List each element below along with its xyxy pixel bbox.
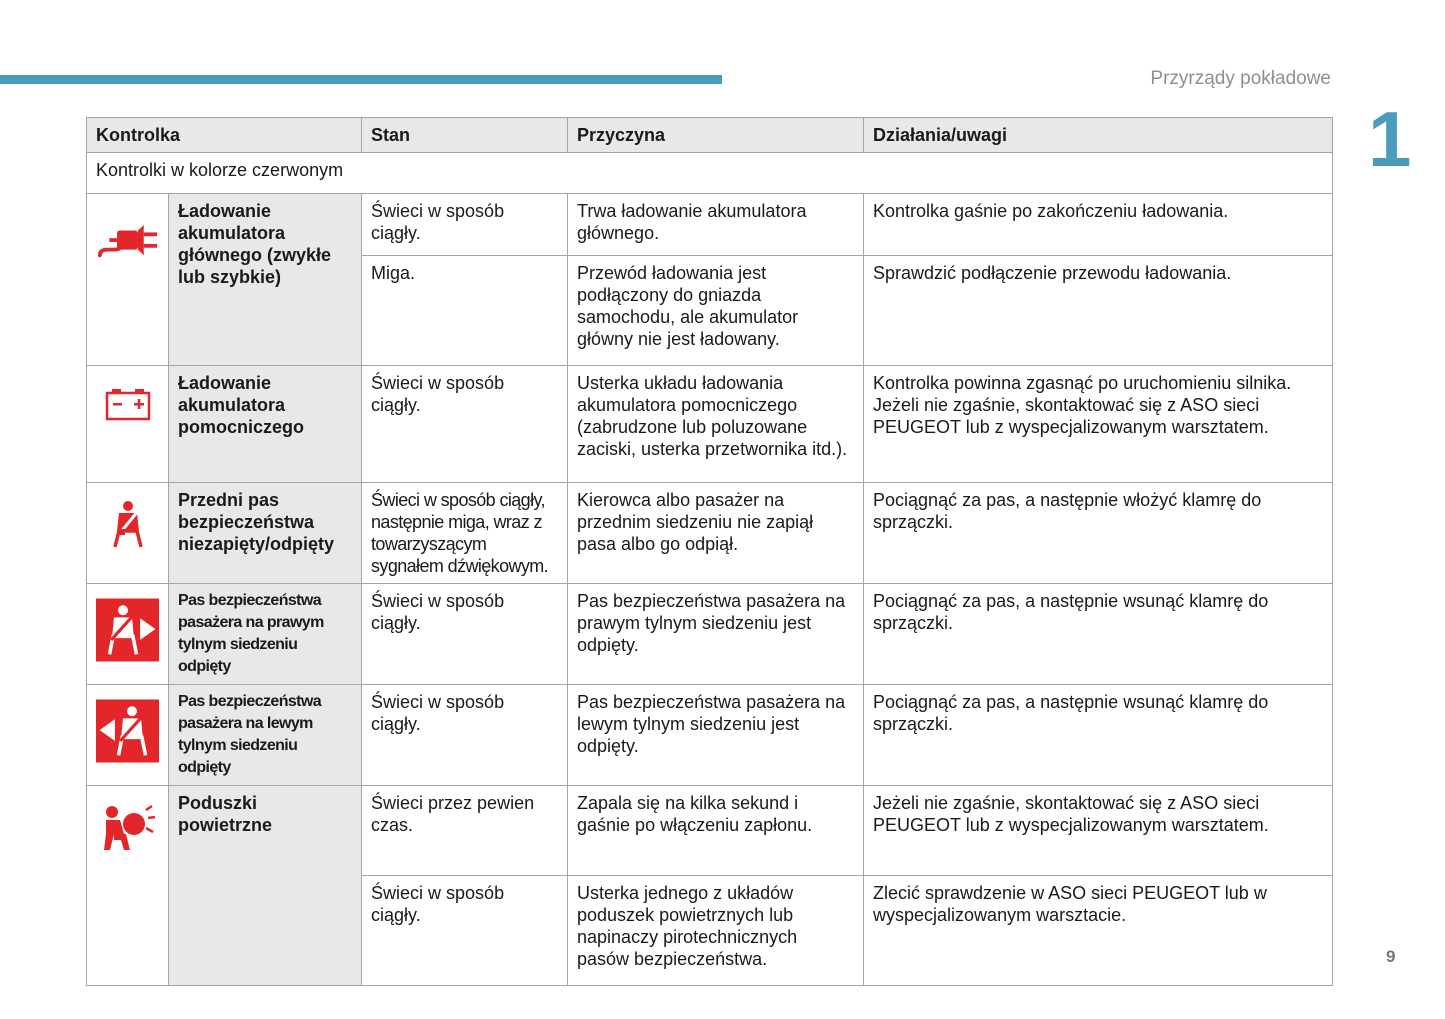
- warning-lights-table: [86, 117, 1333, 986]
- action-cell: Pociągnąć za pas, a następnie wsunąć klamrę do sprzączki.: [864, 685, 1333, 786]
- cause-cell: Usterka jednego z układów poduszek powietrznych lub napinaczy pirotechnicznych pasów bezpieczeństwa.: [568, 876, 864, 986]
- table-row: [87, 366, 1333, 483]
- state-cell: Świeci w sposób ciągły.: [362, 876, 568, 986]
- airbag-icon: [100, 804, 156, 856]
- action-cell: Zlecić sprawdzenie w ASO sieci PEUGEOT lub w wyspecjalizowanym warsztacie.: [864, 876, 1333, 986]
- light-name: Poduszki powietrzne: [169, 786, 362, 986]
- icon-cell: [87, 366, 169, 483]
- action-cell: Kontrolka powinna zgasnąć po uruchomieniu silnika. Jeżeli nie zgaśnie, skontaktować się z ASO sieci PEUGEOT lub z wyspecjalizowanym warsztatem.: [864, 366, 1333, 483]
- seatbelt-icon: [106, 499, 150, 549]
- icon-cell: [87, 786, 169, 986]
- table-row: [87, 194, 1333, 256]
- action-cell: Pociągnąć za pas, a następnie wsunąć klamrę do sprzączki.: [864, 584, 1333, 685]
- state-cell: Świeci w sposób ciągły.: [362, 366, 568, 483]
- rear-left-seatbelt-icon: [96, 696, 159, 766]
- col-header-stan: Stan: [362, 118, 568, 153]
- section-title: Przyrządy pokładowe: [1150, 68, 1331, 89]
- table-row: [87, 584, 1333, 685]
- state-cell: Świeci przez pewien czas.: [362, 786, 568, 876]
- header-accent-bar: [0, 75, 722, 84]
- table-row: [87, 483, 1333, 584]
- icon-cell: [87, 685, 169, 786]
- action-cell: Pociągnąć za pas, a następnie włożyć klamrę do sprzączki.: [864, 483, 1333, 584]
- state-cell: Miga.: [362, 256, 568, 366]
- col-header-dzialania: Działania/uwagi: [864, 118, 1333, 153]
- cause-cell: Pas bezpieczeństwa pasażera na prawym tylnym siedzeniu jest odpięty.: [568, 584, 864, 685]
- state-cell: Świeci w sposób ciągły.: [362, 584, 568, 685]
- light-name: Pas bezpieczeństwa pasażera na prawym tylnym siedzeniu odpięty: [169, 584, 362, 685]
- light-name: Pas bezpieczeństwa pasażera na lewym tylnym siedzeniu odpięty: [169, 685, 362, 786]
- light-name: Przedni pas bezpieczeństwa niezapięty/odpięty: [169, 483, 362, 584]
- plug-charging-icon: [96, 222, 159, 262]
- icon-cell: [87, 584, 169, 685]
- rear-right-seatbelt-icon: [96, 595, 159, 665]
- cause-cell: Zapala się na kilka sekund i gaśnie po włączeniu zapłonu.: [568, 786, 864, 876]
- action-cell: Kontrolka gaśnie po zakończeniu ładowania.: [864, 194, 1333, 256]
- light-name: Ładowanie akumulatora głównego (zwykłe lub szybkie): [169, 194, 362, 366]
- col-header-kontrolka: Kontrolka: [87, 118, 362, 153]
- cause-cell: Kierowca albo pasażer na przednim siedzeniu nie zapiął pasa albo go odpiął.: [568, 483, 864, 584]
- cause-cell: Pas bezpieczeństwa pasażera na lewym tylnym siedzeniu jest odpięty.: [568, 685, 864, 786]
- table-row: [87, 786, 1333, 876]
- icon-cell: [87, 194, 169, 366]
- light-name: Ładowanie akumulatora pomocniczego: [169, 366, 362, 483]
- col-header-przyczyna: Przyczyna: [568, 118, 864, 153]
- section-row: [87, 153, 1333, 194]
- table-header-row: [87, 118, 1333, 153]
- section-label: Kontrolki w kolorze czerwonym: [87, 153, 1333, 194]
- action-cell: Jeżeli nie zgaśnie, skontaktować się z ASO sieci PEUGEOT lub z wyspecjalizowanym warsztatem.: [864, 786, 1333, 876]
- battery-icon: [104, 386, 152, 422]
- page-number: 9: [1386, 947, 1396, 966]
- state-cell: Świeci w sposób ciągły.: [362, 194, 568, 256]
- cause-cell: Przewód ładowania jest podłączony do gniazda samochodu, ale akumulator główny nie jest ładowany.: [568, 256, 864, 366]
- action-cell: Sprawdzić podłączenie przewodu ładowania.: [864, 256, 1333, 366]
- table-row: [87, 685, 1333, 786]
- cause-cell: Usterka układu ładowania akumulatora pomocniczego (zabrudzone lub poluzowane zaciski, usterka przetwornika itd.).: [568, 366, 864, 483]
- state-cell: Świeci w sposób ciągły.: [362, 685, 568, 786]
- icon-cell: [87, 483, 169, 584]
- state-cell: Świeci w sposób ciągły, następnie miga, wraz z towarzyszącym sygnałem dźwiękowym.: [362, 483, 568, 584]
- chapter-number: 1: [1368, 95, 1412, 183]
- cause-cell: Trwa ładowanie akumulatora głównego.: [568, 194, 864, 256]
